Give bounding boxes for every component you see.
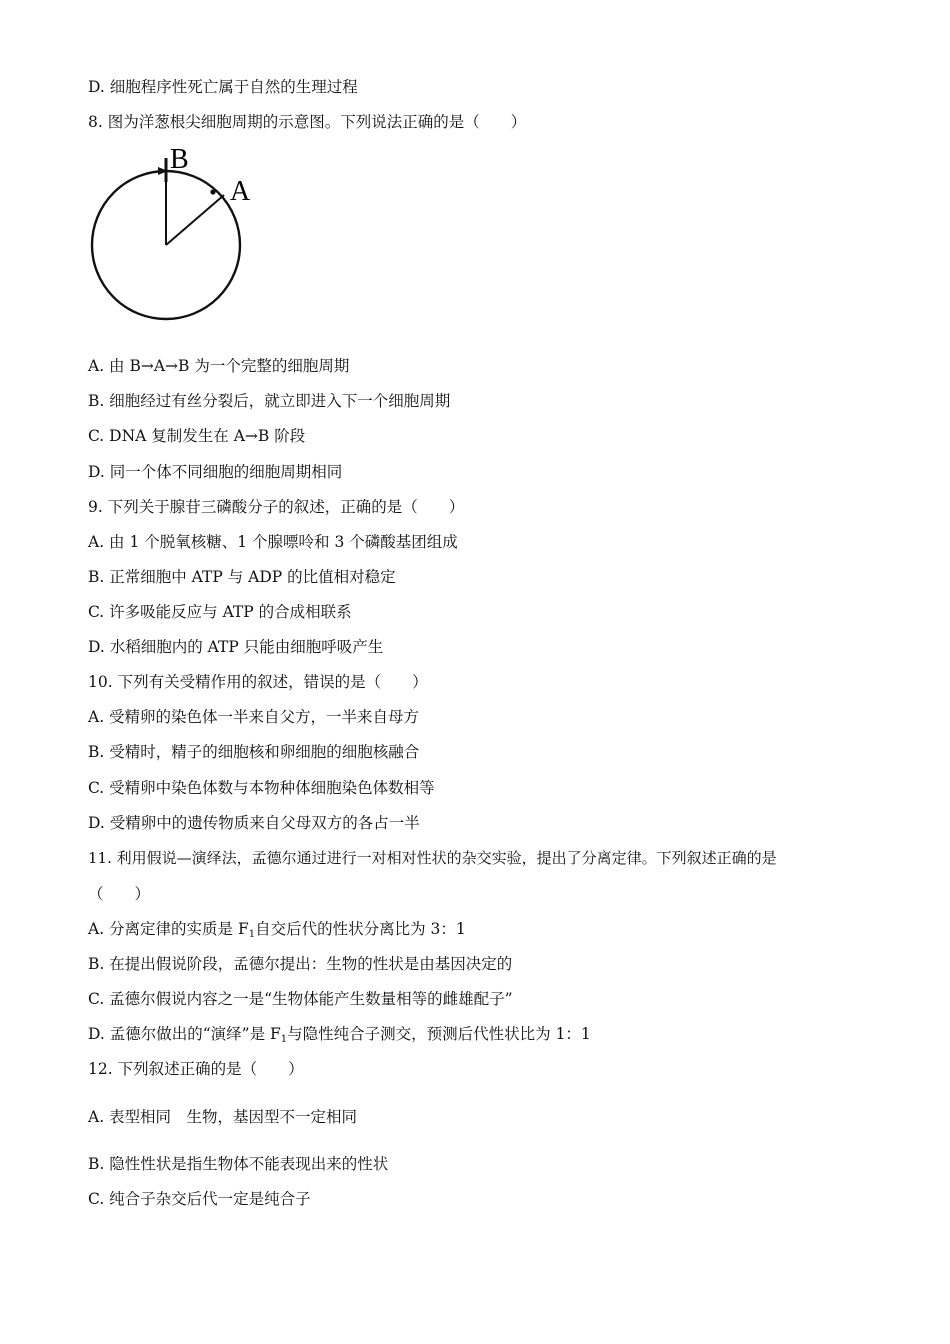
q11-option-b: B. 在提出假说阶段，孟德尔提出：生物的性状是由基因决定的 <box>88 955 513 973</box>
q10-option-a: A. 受精卵的染色体一半来自父方，一半来自母方 <box>88 708 420 726</box>
q12-stem: 12. 下列叙述正确的是（ ） <box>88 1060 304 1078</box>
q9-option-a: A. 由 1 个脱氧核糖、1 个腺嘌呤和 3 个磷酸基团组成 <box>88 533 458 551</box>
q11-option-d-post: 与隐性纯合子测交，预测后代性状比为 1：1 <box>287 1025 591 1043</box>
label-b: B <box>170 144 189 175</box>
q8-option-d: D. 同一个体不同细胞的细胞周期相同 <box>88 463 343 481</box>
q12-option-c: C. 纯合子杂交后代一定是纯合子 <box>88 1190 311 1208</box>
q9-option-c: C. 许多吸能反应与 ATP 的合成相联系 <box>88 603 352 621</box>
q8-option-b: B. 细胞经过有丝分裂后，就立即进入下一个细胞周期 <box>88 392 451 410</box>
q7-option-d: D. 细胞程序性死亡属于自然的生理过程 <box>88 78 358 96</box>
q10-stem: 10. 下列有关受精作用的叙述，错误的是（ ） <box>88 673 428 691</box>
q10-option-c: C. 受精卵中染色体数与本物种体细胞染色体数相等 <box>88 779 435 797</box>
q8-option-a: A. 由 B→A→B 为一个完整的细胞周期 <box>88 357 350 375</box>
q8-option-c: C. DNA 复制发生在 A→B 阶段 <box>88 427 306 445</box>
label-a: A <box>230 176 251 207</box>
q12-option-a: A. 表型相同 生物，基因型不一定相同 <box>88 1108 358 1126</box>
q11-option-a-pre: A. 分离定律的实质是 F <box>88 920 249 938</box>
q11-option-a-post: 自交后代的性状分离比为 3：1 <box>255 920 466 938</box>
q12-option-b: B. 隐性性状是指生物体不能表现出来的性状 <box>88 1155 389 1173</box>
q9-option-d: D. 水稻细胞内的 ATP 只能由细胞呼吸产生 <box>88 638 384 656</box>
q11-option-a <box>88 918 466 946</box>
q10-option-b: B. 受精时，精子的细胞核和卵细胞的细胞核融合 <box>88 743 420 761</box>
q9-stem: 9. 下列关于腺苷三磷酸分子的叙述，正确的是（ ） <box>88 498 465 516</box>
q11-option-a-sub: 1 <box>248 929 256 940</box>
q9-option-b: B. 正常细胞中 ATP 与 ADP 的比值相对稳定 <box>88 568 396 586</box>
q11-stem-paren: （ ） <box>88 885 151 903</box>
q8-stem: 8. 图为洋葱根尖细胞周期的示意图。下列说法正确的是（ ） <box>88 113 527 131</box>
q11-option-d-sub: 1 <box>280 1034 288 1045</box>
q11-stem: 11. 利用假说—演绎法，孟德尔通过进行一对相对性状的杂交实验，提出了分离定律。下列叙述正确的是 <box>88 849 777 867</box>
q11-option-d <box>88 1023 591 1051</box>
point-a <box>210 189 215 194</box>
radius-a <box>166 195 224 245</box>
q10-option-d: D. 受精卵中的遗传物质来自父母双方的各占一半 <box>88 814 420 832</box>
cell-cycle-diagram <box>84 140 274 330</box>
q11-option-d-pre: D. 孟德尔做出的“演绎”是 F <box>88 1025 281 1043</box>
q11-option-c: C. 孟德尔假说内容之一是“生物体能产生数量相等的雌雄配子” <box>88 990 513 1008</box>
